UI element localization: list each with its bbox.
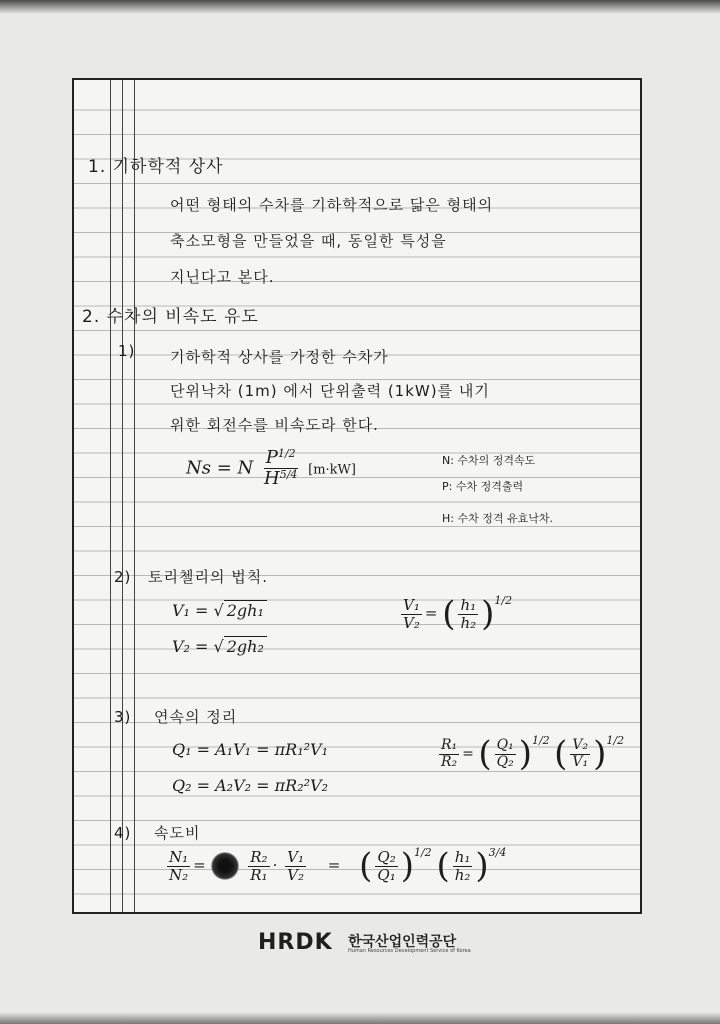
- item-title: 속도비: [154, 824, 201, 842]
- logo-english: Human Resources Development Service of Korea: [348, 948, 471, 954]
- continuity-q2: Q₂ = A₂V₂ = πR₂²V₂: [172, 776, 328, 795]
- text-line: 축소모형을 만들었을 때, 동일한 특성을: [170, 232, 447, 250]
- page-edge-shadow-top: [0, 0, 720, 14]
- item-label: 3): [114, 708, 132, 726]
- margin-line: [122, 80, 123, 912]
- legend-p: P: 수차 정격출력: [442, 480, 524, 493]
- section-2-title: 2. 수차의 비속도 유도: [82, 307, 259, 327]
- logo-mark: HRDK: [258, 930, 333, 955]
- speed-ratio: $\frac{\text{N₁}}{\text{N₂}}$ = $\frac{\text{R₂}}{\text{R₁}}$ · $\frac{\text{V₁}}{\text{V₂}}$ = ( $\frac{\text{Q₂}}{\text{Q₁}}$ )$^{1/2}$ ( $\frac{\text{h₁}}{\text{h₂}}$ )$^{3/4}$: [169, 846, 507, 886]
- item-title: 토리첼리의 법칙.: [148, 568, 268, 586]
- torricelli-v1: V₁ = √ 2gh₁: [172, 600, 267, 620]
- scribble-mark: [210, 852, 240, 880]
- item-label: 1): [118, 342, 136, 360]
- legend-n: N: 수차의 정격속도: [442, 454, 536, 467]
- item-label: 2): [114, 568, 132, 586]
- torricelli-v2: V₂ = √ 2gh₂: [172, 636, 267, 656]
- margin-line: [110, 80, 111, 912]
- text-line: 기하학적 상사를 가정한 수차가: [170, 348, 389, 366]
- text-line: 단위낙차 (1m) 에서 단위출력 (1kW)를 내기: [170, 382, 490, 400]
- item-label: 4): [114, 824, 132, 842]
- text-line: 지닌다고 본다.: [170, 268, 275, 286]
- text-line: 어떤 형태의 수차를 기하학적으로 닮은 형태의: [170, 196, 494, 214]
- logo-korean: 한국산업인력공단: [348, 934, 457, 950]
- notebook-sheet: [72, 78, 642, 914]
- hrdk-logo: [258, 930, 488, 958]
- radius-ratio: $\frac{\text{R₁}}{\text{R₂}}$ = ( $\frac{\text{Q₁}}{\text{Q₂}}$ )$^{1/2}$ ( $\frac{\text{V₂}}{\text{V₁}}$ )$^{1/2}$: [441, 734, 625, 774]
- margin-line: [134, 80, 135, 912]
- velocity-ratio: $\frac{\text{V₁}}{\text{V₂}}$ = ( $\frac{\text{h₁}}{\text{h₂}}$ )$^{1/2}$: [403, 594, 513, 634]
- page-edge-shadow-bottom: [0, 1012, 720, 1024]
- section-1-title: 1. 기하학적 상사: [88, 157, 224, 177]
- item-title: 연속의 정리: [154, 708, 238, 726]
- legend-h: H: 수차 정격 유효낙차.: [442, 512, 553, 525]
- text-line: 위한 회전수를 비속도라 한다.: [170, 416, 379, 434]
- specific-speed-formula: Ns = N $\frac{P^{1/2}}{H^{5/4}}$ [m·kW]: [186, 447, 356, 489]
- continuity-q1: Q₁ = A₁V₁ = πR₁²V₁: [172, 740, 328, 759]
